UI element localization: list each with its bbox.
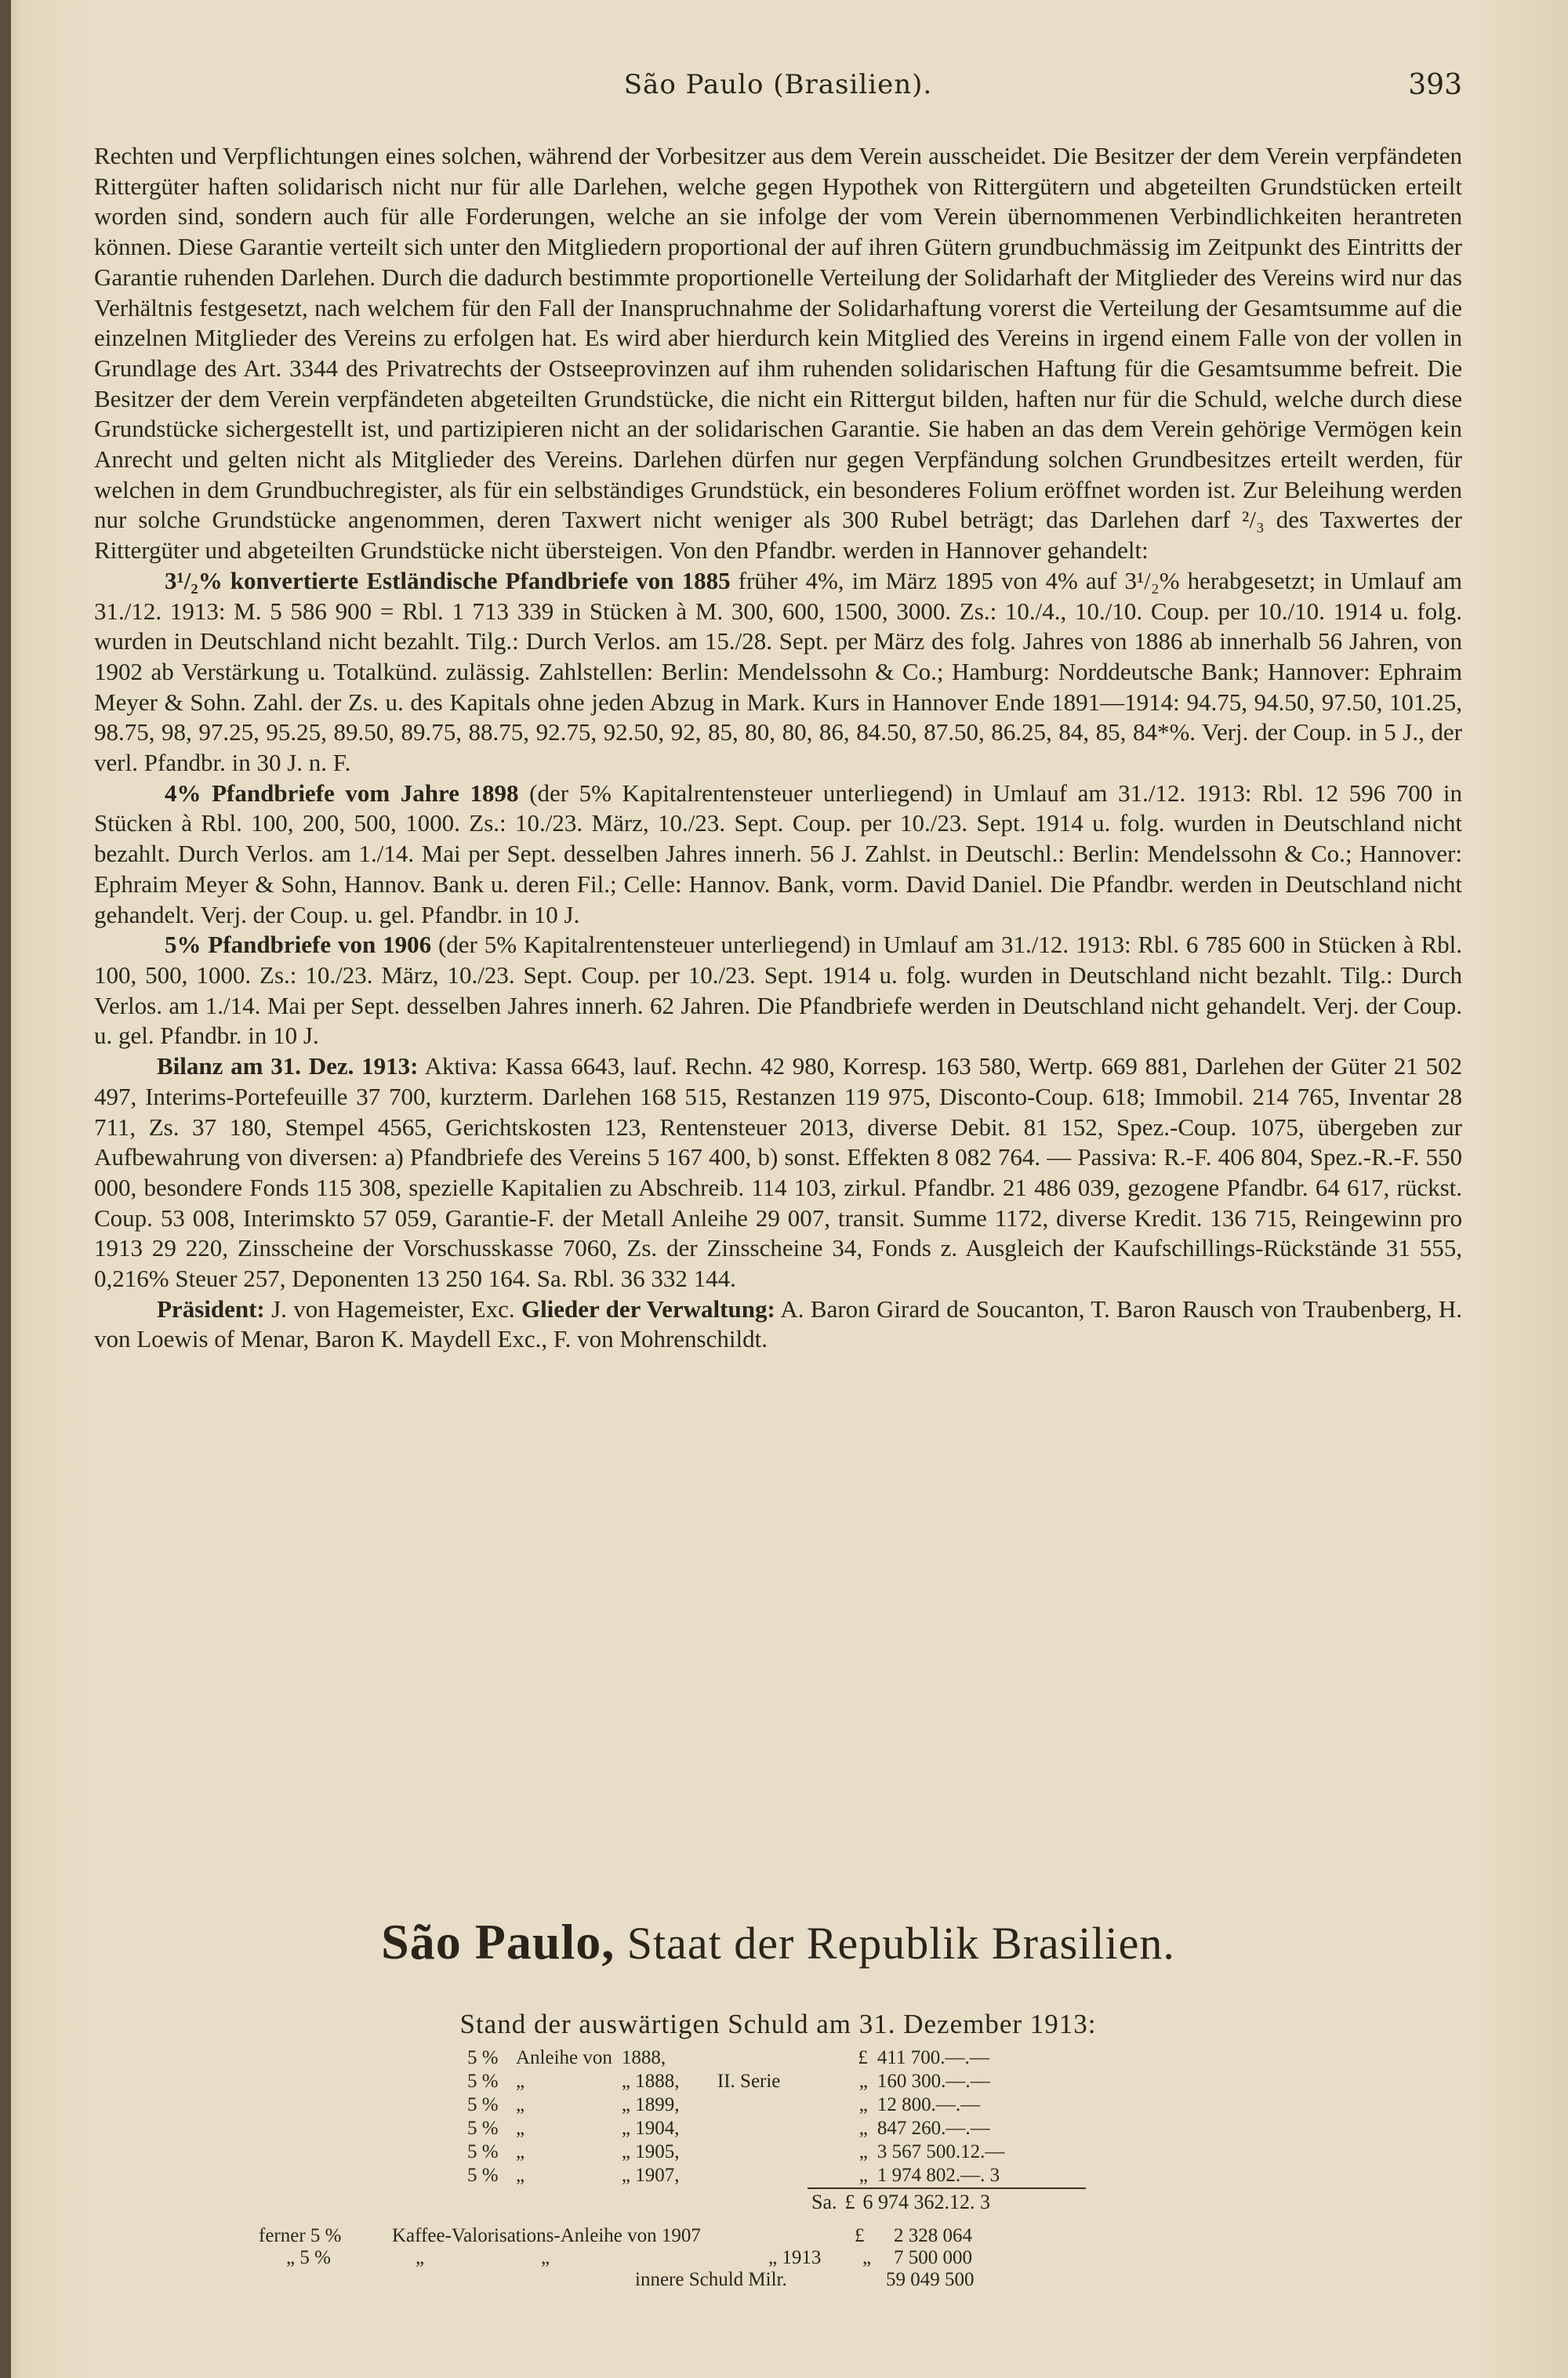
sum-line (811, 2191, 998, 2214)
loan-amount: 1 974 802.—. 3 (877, 2165, 1000, 2186)
loan-row (463, 2093, 1039, 2117)
section-title (94, 1913, 1462, 1971)
loan-name: „ (516, 2071, 525, 2092)
page-number: 393 (1408, 69, 1462, 101)
sum-amount: 6 974 362.12. 3 (862, 2191, 990, 2213)
bond-heading: 4% Pfandbriefe vom Jahre 1898 (165, 779, 519, 807)
loan-rate: 5 % (467, 2071, 499, 2092)
loan-row (463, 2046, 1039, 2070)
ferner-currency: £ (855, 2225, 865, 2246)
loan-row (463, 2164, 1039, 2187)
section-title-rest: Staat der Republik Brasilien. (615, 1918, 1175, 1969)
loan-amount: 411 700.—.— (877, 2047, 989, 2068)
paragraph-balance (94, 1051, 1462, 1294)
loan-currency: „ (858, 2118, 868, 2139)
sum-currency: £ (844, 2191, 855, 2213)
paragraph-1898-bonds (94, 779, 1462, 931)
loan-year: „ 1904, (621, 2118, 680, 2139)
paragraph-solidarity: Rechten und Verpflichtungen eines solchen, während der Vorbesitzer aus dem Verein ausscheidet. Die Besitzer der dem Verein verpfändeten Rittergüter haften solidarisch nicht nur für alle Darlehen, welche gegen Hypothek von Rittergütern und abgeteilten Grundstücken erteilt worden sind, sondern auch für alle Forderungen, welche an sie infolge der vom Verein übernommenen Verbindlichkeiten herantreten können. Diese Garantie verteilt sich unter den Mitgliedern proportional der auf ihren Gütern grundbuchmässig im Zeitpunkt des Eintritts der Garantie ruhenden Darlehen. Durch die dadurch bestimmte proportionelle Verteilung der Solidarhaft der Mitglieder des Vereins wird nur das Verhältnis festgesetzt, nach welchem für den Fall der Inanspruchnahme der Solidarhaftung vorerst die Verteilung der Gesamtsumme auf die einzelnen Mitglieder des Vereins zu erfolgen hat. Es wird aber hierdurch kein Mitglied des Vereins in irgend einem Falle von der vollen in Grundlage des Art. 3344 des Privatrechts der Ostseeprovinzen auf ihm ruhenden solidarischen Haftung für die Gesamtsumme befreit. Die Besitzer der dem Verein verpfändeten abgeteilten Grundstücke, die nicht ein Rittergut bilden, haften nur für die Schuld, welche durch diese Grundstücke sichergestellt ist, und partizipieren nicht an der solidarischen Garantie. Sie haben an das dem Verein gehörige Vermögen kein Anrecht und gelten nicht als Mitglieder des Vereins. Darlehen dürfen nur gegen Verpfändung solchen Grundbesitzes erteilt werden, für welchen in dem Grundbuchregister, als für ein selbständiges Grundstück, ein besonderes Folium eröffnet worden ist. Zur Beleihung werden nur solche Grundstücke angenommen, deren Taxwert nicht weniger als 300 Rubel beträgt; das Darlehen darf ²/₃ des Taxwertes der Rittergüter und abgeteilten Grundstücke nicht übersteigen. Von den Pfandbr. werden in Hannover gehandelt: (94, 142, 1462, 565)
ferner-amount: 7 500 000 (894, 2247, 972, 2268)
ferner-pct: „ 5 % (286, 2247, 331, 2268)
section-subtitle: Stand der auswärtigen Schuld am 31. Dezember 1913: (459, 2009, 1097, 2039)
loan-series: II. Serie (717, 2071, 781, 2092)
bond-text: (der 5% Kapitalrentensteuer unterliegend) in Umlauf am 31./12. 1913: Rbl. 6 785 600 in Stücken à Rbl. 100, 500, 1000. Zs.: 10./23. März, 10./23. Sept. Coup. per 10./23. Sept. 1914 u. folg. wurden in Deutschland nicht bezahlt. Tilg.: Durch Verlos. am 1./14. Mai per Sept. desselben Jahres innerh. 62 Jahren. Die Pfandbriefe werden in Deutschland nicht gehandelt. Verj. der Coup. u. gel. Pfandbr. in 10 J. (94, 931, 1462, 1050)
loan-rate: 5 % (467, 2094, 499, 2115)
loan-row (463, 2140, 1039, 2164)
loan-series (713, 2093, 832, 2117)
loan-currency: £ (858, 2047, 868, 2068)
ferner-year: „ 1913 (768, 2247, 822, 2268)
paragraph-estonian-bonds (94, 566, 1462, 779)
loan-name: „ (516, 2094, 525, 2115)
ditto-mark: „ (862, 2247, 872, 2268)
paragraph-board (94, 1294, 1462, 1355)
loan-row (463, 2070, 1039, 2093)
loan-year: 1888, (621, 2047, 666, 2068)
internal-debt-label: innere Schuld Milr. (635, 2269, 787, 2290)
running-title: São Paulo (Brasilien). (623, 69, 933, 100)
internal-debt-amount: 59 049 500 (886, 2269, 975, 2290)
loan-series (713, 2164, 832, 2187)
foreign-debt-table (463, 2046, 1039, 2187)
sum-rule (808, 2187, 1086, 2189)
loan-rate: 5 % (467, 2118, 499, 2139)
loan-name: „ (516, 2165, 525, 2186)
loan-amount: 847 260.—.— (877, 2118, 990, 2139)
loan-rate: 5 % (467, 2141, 499, 2162)
loan-name: Anleihe von (516, 2047, 612, 2068)
loan-year: „ 1899, (621, 2094, 680, 2115)
bond-heading: 5% Pfandbriefe von 1906 (165, 931, 432, 959)
board-members: A. Baron Girard de Soucanton, T. Baron Rausch von Traubenberg, H. von Loewis of Menar, Baron K. Maydell Exc., F. von Mohrenschildt. (94, 1294, 1463, 1353)
section-title-bold: São Paulo, (381, 1914, 615, 1970)
balance-heading: Bilanz am 31. Dez. 1913: (157, 1052, 419, 1080)
loan-series (713, 2140, 832, 2164)
ferner-pct: ferner 5 % (259, 2225, 342, 2246)
balance-text: Aktiva: Kassa 6643, lauf. Rechn. 42 980, Korresp. 163 580, Wertp. 669 881, Darlehen der Güter 21 502 497, Interims-Portefeuille 37 700, kurzterm. Darlehen 168 515, Restanzen 119 975, Disconto-Coup. 618; Immobil. 214 765, Inventar 28 711, Zs. 37 180, Stempel 4565, Gerichtskosten 123, Rentensteuer 2013, diverse Debit. 81 152, Spez.-Coup. 1075, übergeben zur Aufbewahrung von diversen: a) Pfandbriefe des Vereins 5 167 400, b) sonst. Effekten 8 082 764. — Passiva: R.-F. 406 804, Spez.-R.-F. 550 000, besondere Fonds 115 308, spezielle Kapitalien zu Abschreib. 114 103, zirkul. Pfandbr. 21 486 039, gezogene Pfandbr. 64 617, rückst. Coup. 53 008, Interimskto 57 059, Garantie-F. der Metall Anleihe 29 007, transit. Summe 1172, diverse Kredit. 136 715, Reingewinn pro 1913 29 220, Zinsscheine der Vorschusskasse 7060, Zs. der Zinsscheine 34, Fonds z. Ausgleich der Kaufschillings-Rückstände 31 555, 0,216% Steuer 257, Deponenten 13 250 164. Sa. Rbl. 36 332 144. (94, 1052, 1462, 1293)
loan-currency: „ (858, 2165, 868, 2186)
loan-name: „ (516, 2118, 525, 2139)
loan-amount: 3 567 500.12.— (877, 2141, 1005, 2162)
loan-year: „ 1907, (621, 2165, 680, 2186)
loan-row (463, 2117, 1039, 2140)
ferner-name: Kaffee-Valorisations-Anleihe von 1907 (392, 2225, 701, 2246)
loan-amount: 12 800.—.— (877, 2094, 981, 2115)
bond-heading: 3¹/₂% konvertierte Estländische Pfandbriefe von 1885 (165, 566, 731, 594)
loan-amount: 160 300.—.— (877, 2071, 990, 2092)
ditto-mark: „ (541, 2247, 550, 2268)
loan-series (713, 2117, 832, 2140)
loan-currency: „ (858, 2094, 868, 2115)
loan-currency: „ (858, 2141, 868, 2162)
bond-text: (der 5% Kapitalrentensteuer unterliegend) in Umlauf am 31./12. 1913: Rbl. 12 596 700 in Stücken à Rbl. 100, 200, 500, 1000. Zs.: 10./23. März, 10./23. Sept. Coup. per 10./23. Sept. 1914 u. folg. wurden in Deutschland nicht bezahlt. Durch Verlos. am 1./14. Mai per Sept. desselben Jahres innerh. 56 J. Zahlst. in Deutschl.: Berlin: Mendelssohn & Co.; Hannover: Ephraim Meyer & Sohn, Hannov. Bank u. deren Fil.; Celle: Hannov. Bank, vorm. David Daniel. Die Pfandbr. werden in Deutschland nicht gehandelt. Verj. der Coup. u. gel. Pfandbr. in 10 J. (94, 779, 1462, 928)
paragraph-1906-bonds (94, 930, 1462, 1051)
loan-rate: 5 % (467, 2047, 499, 2068)
president-name: J. von Hagemeister, Exc. (264, 1294, 521, 1323)
loan-year: „ 1905, (621, 2141, 680, 2162)
body-text (94, 141, 1462, 1355)
bond-text: früher 4%, im März 1895 von 4% auf 3¹/₂% herabgesetzt; in Umlauf am 31./12. 1913: M. 5 586 900 = Rbl. 1 713 339 in Stücken à M. 300, 600, 1500, 3000. Zs.: 10./4., 10./10. Coup. per 10./10. 1914 u. folg. wurden in Deutschland nicht bezahlt. Tilg.: Durch Verlos. am 15./28. Sept. per März des folg. Jahres von 1886 ab innerhalb 56 Jahren, von 1902 ab Verstärkung u. Totalkünd. zulässig. Zahlstellen: Berlin: Mendelssohn & Co.; Hamburg: Norddeutsche Bank; Hannover: Ephraim Meyer & Sohn. Zahl. der Zs. u. des Kapitals ohne jeden Abzug in Mark. Kurs in Hannover Ende 1891—1914: 94.75, 94.50, 97.50, 101.25, 98.75, 98, 97.25, 95.25, 89.50, 89.75, 88.75, 92.75, 92.50, 92, 85, 80, 80, 86, 84.50, 87.50, 86.25, 84, 85, 84*%. Verj. der Coup. in 5 J., der verl. Pfandbr. in 30 J. n. F. (94, 566, 1462, 777)
ditto-mark: „ (416, 2247, 425, 2268)
board-heading: Glieder der Verwaltung: (521, 1294, 775, 1323)
page-header (94, 69, 1462, 116)
loan-currency: „ (858, 2071, 868, 2092)
book-spine-shadow (0, 0, 11, 2378)
loan-series (713, 2046, 832, 2070)
sum-label: Sa. (811, 2191, 837, 2213)
loan-year: „ 1888, (621, 2071, 680, 2092)
president-heading: Präsident: (157, 1294, 265, 1323)
loan-name: „ (516, 2141, 525, 2162)
loan-rate: 5 % (467, 2165, 499, 2186)
ferner-amount: 2 328 064 (894, 2225, 972, 2246)
